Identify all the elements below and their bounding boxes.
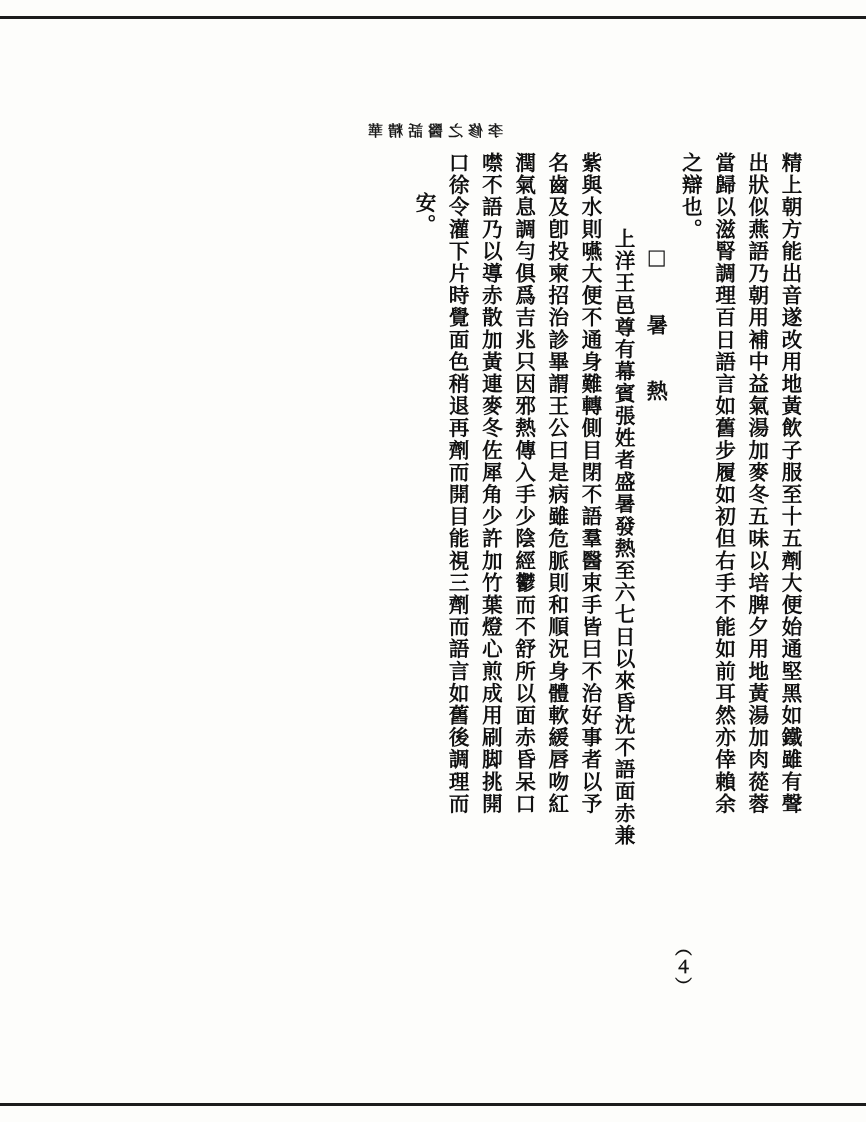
text-column-10: 口徐令灌下片時覺面色稍退再劑而開目能視三劑而語言如舊後調理而 — [445, 152, 470, 815]
running-head: 李修之醫話精華 — [363, 122, 504, 140]
text-column-11: 安。 — [411, 192, 436, 237]
text-column-5: 上洋王邑尊有幕賓張姓者盛暑發熱至六七日以來昏沈不語面赤兼 — [611, 228, 636, 847]
text-column-3: 當歸以滋腎調理百日語言如舊步履如初但右手不能如前耳然亦倖賴余 — [711, 152, 736, 815]
text-column-9: 噤不語乃以導赤散加黃連麥冬佐犀角少許加竹葉燈心煎成用刷脚挑開 — [478, 152, 503, 815]
top-edge-bar — [0, 16, 866, 19]
vertical-text-body — [60, 152, 806, 1052]
text-column-2: 出狀似燕語乃朝用補中益氣湯加麥冬五味以培脾夕用地黃湯加肉蓯蓉 — [744, 152, 769, 815]
text-column-6: 紫與水則嚥大便不通身難轉側目閉不語羣醫束手皆曰不治好事者以予 — [577, 152, 602, 815]
text-column-4: 之辯也。 — [678, 152, 703, 241]
bottom-edge-bar — [0, 1103, 866, 1106]
section-heading: □ 暑 熱 — [644, 244, 670, 413]
text-column-7: 名齒及卽投柬招治診畢謂王公曰是病雖危脈則和順況身體軟緩唇吻紅 — [544, 152, 569, 815]
page-content — [60, 100, 806, 1052]
text-column-1: 精上朝方能出音遂改用地黃飲子服至十五劑大便始通堅黑如鐵雖有聲 — [778, 152, 802, 815]
text-column-8: 潤氣息調勻俱爲吉兆只因邪熱傳入手少陰經鬱而不舒所以面赤昏呆口 — [511, 152, 536, 815]
page-number: （４） — [671, 939, 691, 996]
